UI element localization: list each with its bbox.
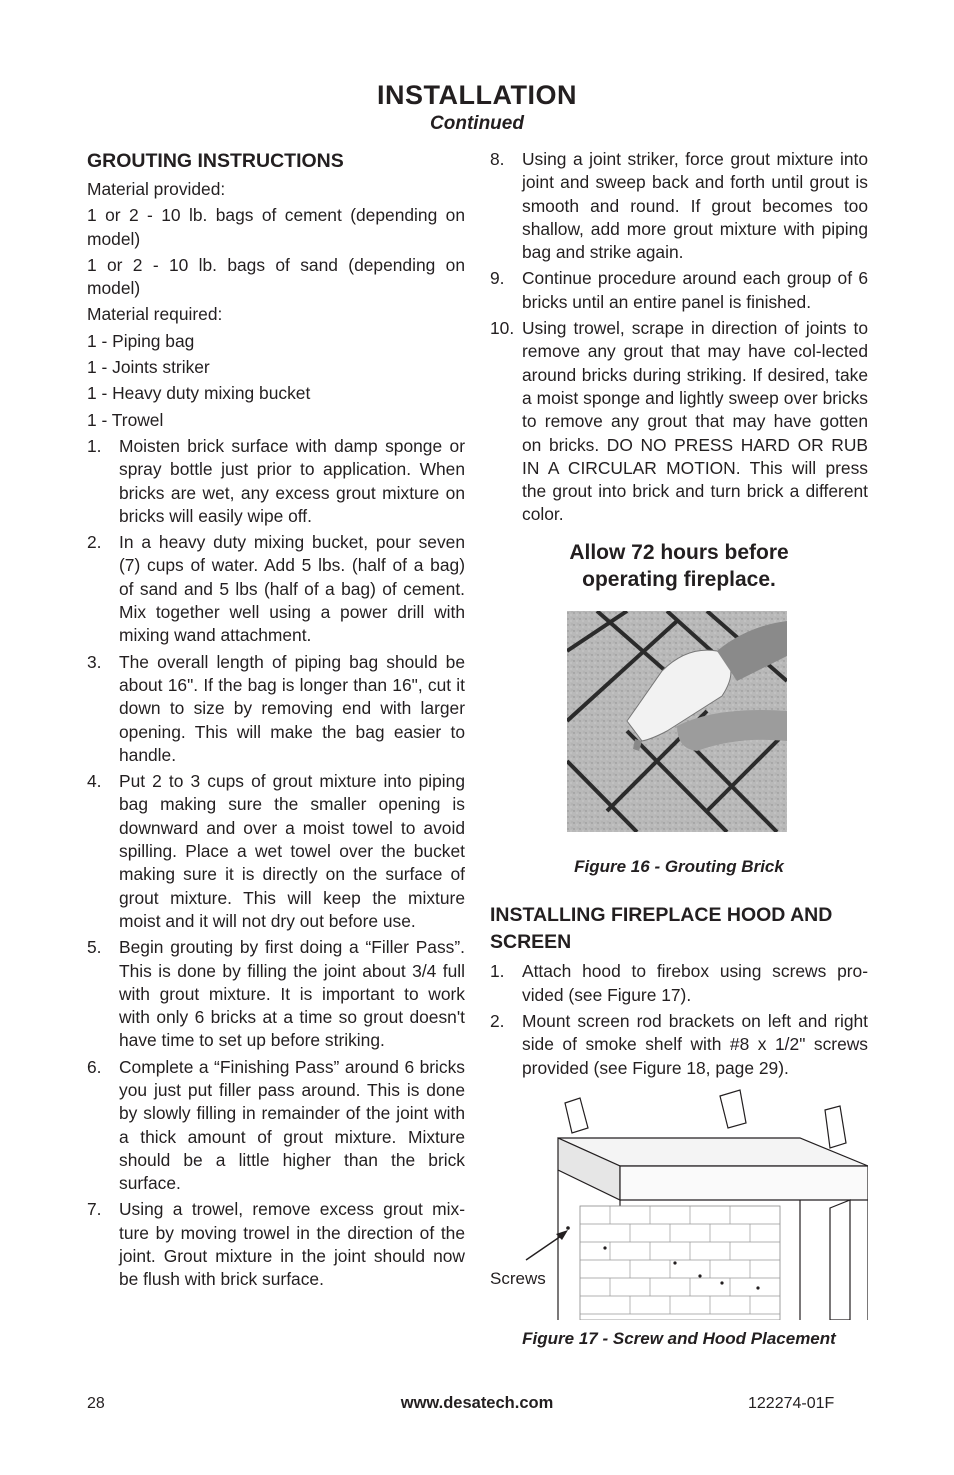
step-number: 2. (490, 1010, 505, 1031)
step-number: 3. (87, 651, 102, 672)
page-number: 28 (87, 1395, 105, 1412)
step-text: Using a trowel, remove excess grout mix-ture by moving trowel in the direction of the joint. Grout mixture in the joint should now be flush with brick surface. (119, 1199, 465, 1290)
step-number: 10. (490, 318, 515, 339)
right-column (490, 148, 868, 1083)
hood-screw-diagram (490, 1088, 868, 1320)
step-number: 1. (490, 961, 505, 982)
step-number: 7. (87, 1199, 102, 1220)
step-item (490, 1010, 868, 1080)
step-text: Using trowel, scrape in direction of joints to remove any grout that may have col-lected around bricks during striking. If desired, take a moist sponge and lightly sweep over bricks to remove any grout that may have gotten on bricks. DO NO PRESS HARD OR RUB IN A CIRCULAR MOTION. This will press the grout into brick and turn brick a different color. (522, 318, 868, 525)
step-text: The overall length of piping bag should be about 16". If the bag is longer than 16", cut it down to size by removing end with larger opening. This will make the bag easier to handle. (119, 651, 465, 765)
figure-17-caption: Figure 17 - Screw and Hood Placement (522, 1329, 836, 1348)
step-number: 2. (87, 532, 102, 553)
document-number: 122274-01F (748, 1395, 835, 1412)
left-column (87, 148, 465, 1295)
step-number: 9. (490, 268, 505, 289)
material-line: 1 or 2 - 10 lb. bags of cement (depending on model) (87, 205, 465, 249)
step-item (87, 531, 465, 647)
step-item (87, 435, 465, 528)
step-text: In a heavy duty mixing bucket, pour seven (7) cups of water. Add 5 lbs. (half of a bag) of sand and 5 lbs (half of a bag) of cement. Mix together well using a power drill with mixing wand attachment. (119, 532, 465, 646)
step-item (87, 770, 465, 933)
step-text: Complete a “Finishing Pass” around 6 bricks you just put filler pass around. This is done by slowly filling in remainder of the joint with a thick amount of grout mixture. Mixture should be a little higher than the brick surface. (119, 1056, 465, 1194)
grouting-steps (87, 435, 465, 1292)
step-text: Put 2 to 3 cups of grout mixture into piping bag making sure the smaller opening is downward and over a moist towel to avoid spilling. Place a wet towel over the bucket making sure it is directly on the surface of grout mixture. This will keep the mixture moist and it will not dry out before use. (119, 771, 465, 931)
material-line: Material provided: (87, 179, 226, 199)
material-line: 1 - Heavy duty mixing bucket (87, 383, 311, 404)
section-heading-grouting: GROUTING INSTRUCTIONS (87, 150, 344, 172)
material-line: 1 or 2 - 10 lb. bags of sand (depending on model) (87, 254, 465, 299)
material-line: 1 - Trowel (87, 409, 164, 430)
step-text: Moisten brick surface with damp sponge or spray bottle just prior to application. When bricks are wet, any excess grout mixture on bricks will easily wipe off. (119, 435, 465, 526)
step-text: Attach hood to firebox using screws pro-vided (see Figure 17). (522, 961, 868, 1005)
step-number: 8. (490, 149, 505, 169)
step-number: 4. (87, 771, 102, 792)
step-item (87, 1198, 465, 1291)
step-item (490, 148, 868, 264)
figure-16-caption: Figure 16 - Grouting Brick (574, 857, 784, 877)
section-heading-hood: INSTALLING FIREPLACE HOOD AND SCREEN (490, 904, 833, 954)
material-line: 1 - Joints striker (87, 357, 210, 378)
notice-line: operating fireplace. (582, 567, 776, 591)
hood-steps (490, 960, 868, 1079)
step-text: Using a joint striker, force grout mixture into joint and sweep back and forth until grout is smooth and round. If grout becomes too shallow, add more grout mixture with piping bag and strike again. (522, 149, 868, 263)
step-number: 6. (87, 1056, 102, 1077)
step-text: Mount screen rod brackets on left and right side of smoke shelf with #8 x 1/2" screws provided (see Figure 18, page 29). (522, 1010, 868, 1078)
website-link[interactable]: www.desatech.com (400, 1394, 554, 1412)
step-number: 5. (87, 937, 102, 958)
step-number: 1. (87, 435, 102, 456)
step-item (490, 960, 868, 1007)
step-text: Continue procedure around each group of 6 bricks until an entire panel is finished. (522, 268, 868, 312)
material-line: Material required: (87, 304, 223, 325)
cure-time-notice (490, 539, 868, 593)
page-subtitle: Continued (430, 113, 524, 134)
grouting-brick-photo (567, 611, 787, 832)
step-item (490, 317, 868, 527)
step-item (87, 936, 465, 1052)
step-item (490, 267, 868, 314)
grouting-steps-continued (490, 148, 868, 527)
screws-label: Screws (490, 1269, 546, 1288)
step-item (87, 651, 465, 767)
material-line: 1 - Piping bag (87, 330, 195, 351)
step-text: Begin grouting by first doing a “Filler Pass”. This is done by filling the joint about 3/4 full with grout mixture. It is important to work with only 6 bricks at a time so grout doesn't have time to set up before striking. (119, 937, 465, 1051)
step-item (87, 1056, 465, 1196)
notice-line: Allow 72 hours before (569, 540, 789, 564)
page-title: INSTALLATION (377, 80, 577, 110)
